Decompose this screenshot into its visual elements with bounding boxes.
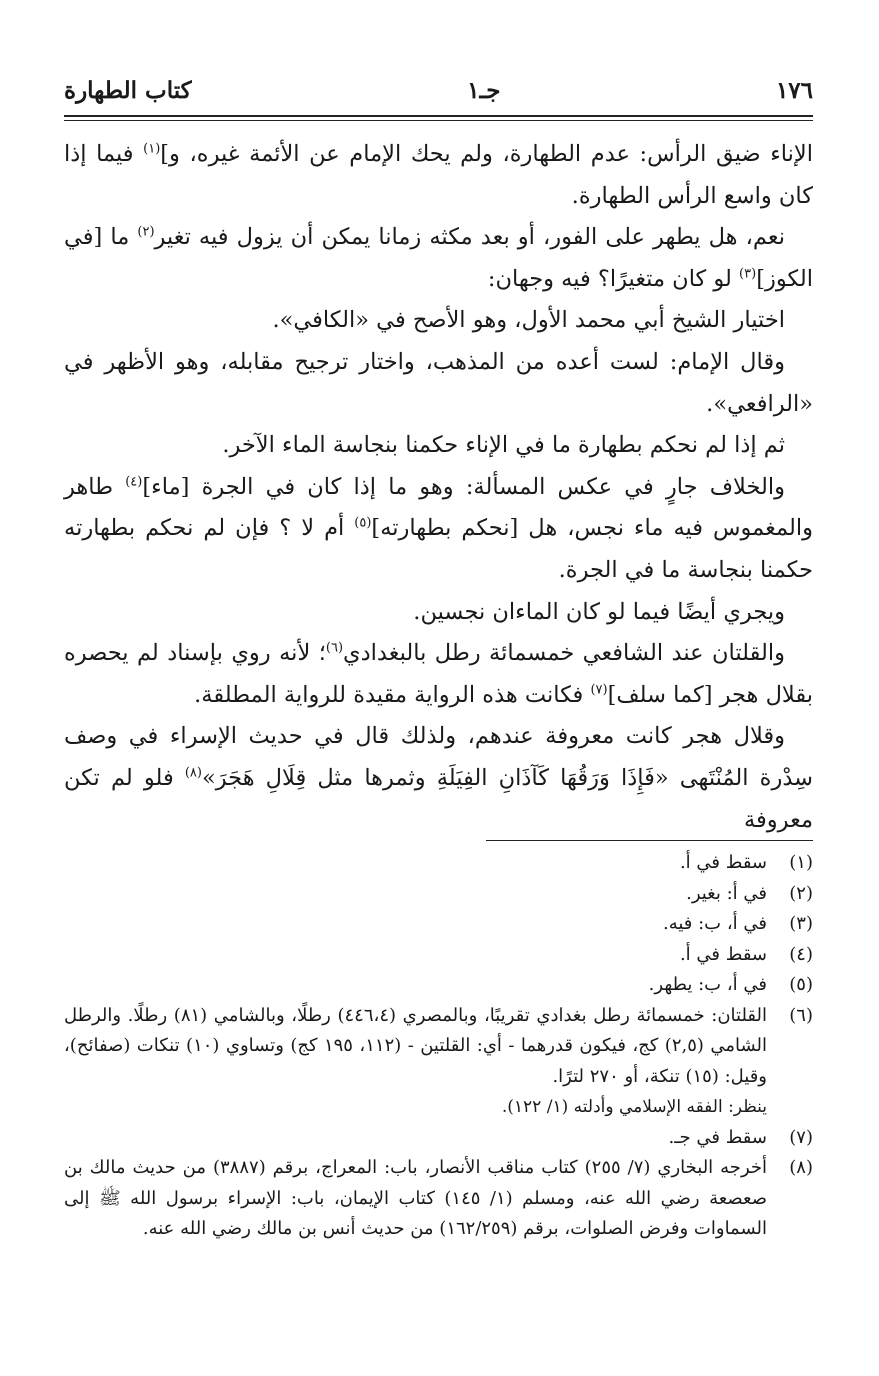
footnote-ref: (١) <box>143 141 161 157</box>
text-run: أم لا ؟ فإن لم نحكم بطهارته حكمنا بنجاسة ما في الجرة. <box>64 515 813 583</box>
volume-label: جـ١ <box>467 76 501 104</box>
text-run: وقلال هجر كانت معروفة عندهم، ولذلك قال في حديث الإسراء في وصف سِدْرة المُنْتَهى «فَإِذَا وَرَقُهَا كَآذَانِ الفِيَلَةِ وثمرها مثل قِلَالِ هَجَرَ» <box>64 723 813 791</box>
footnote-number: (٣) <box>789 913 813 934</box>
footnote-number: (٢) <box>789 882 813 904</box>
footnote-text: في أ، ب: يطهر. <box>648 974 767 995</box>
paragraph <box>64 342 813 425</box>
footnotes <box>64 848 813 1245</box>
footnote-ref: (٢) <box>137 224 155 240</box>
paragraph <box>64 300 813 342</box>
page-number: ١٧٦ <box>775 76 813 104</box>
footnote-text: القلتان: خمسمائة رطل بغدادي تقريبًا، وبالمصري (٤٤٦،٤) رطلًا، وبالشامي (٨١) رطلًا. والرطل الشامي (٢,٥) كج، فيكون قدرهما - أي: القلتين - (١١٢، ١٩٥ كج) وتساوي (١٠) تنكات (صفائح)، وقيل: (١٥) تنكة، أو ٢٧٠ لترًا. <box>64 1004 768 1087</box>
paragraph <box>64 716 813 841</box>
footnote-ref: (٥) <box>354 515 372 531</box>
footnote-item <box>64 848 813 879</box>
text-run: ما [في الكوز] <box>64 224 813 292</box>
footnote-text: سقط في جـ. <box>668 1126 767 1148</box>
footnote-item <box>64 1123 813 1154</box>
footnote-number <box>767 1092 813 1123</box>
footnote-ref: (٣) <box>739 266 757 282</box>
paragraph <box>64 467 813 592</box>
paragraph <box>64 217 813 300</box>
footnote-text: سقط في أ. <box>679 943 767 965</box>
main-text <box>64 134 813 841</box>
text-run: ؛ لأنه روي بإسناد لم يحصره بقلال هجر [كما سلف] <box>64 640 813 708</box>
footnote-text: أخرجه البخاري (٧/ ٢٥٥) كتاب مناقب الأنصار، باب: المعراج، برقم (٣٨٨٧) من حديث مالك بن صعصعة رضي الله عنه، ومسلم (١/ ١٤٥) كتاب الإيمان، باب: الإسراء برسول الله ﷺ إلى السماوات وفرض الصلوات، برقم (١٦٢/٢٥٩) من حديث أنس بن مالك رضي الله عنه. <box>64 1157 767 1239</box>
footnote-text: ينظر: الفقه الإسلامي وأدلته (١/ ١٢٢). <box>501 1097 767 1117</box>
header-rule-thick <box>64 115 813 117</box>
footnote-text: في أ، ب: فيه. <box>662 913 767 934</box>
footnote-number: (٨) <box>789 1157 813 1178</box>
footnote-number: (٧) <box>789 1126 813 1148</box>
footnote-item <box>64 970 813 1001</box>
footnote-ref: (٦) <box>325 640 344 656</box>
text-run: فيما إذا كان واسع الرأس الطهارة. <box>64 141 813 209</box>
text-run: ويجري أيضًا فيما لو كان الماءان نجسين. <box>413 598 785 625</box>
page-header <box>64 70 813 110</box>
text-run: اختيار الشيخ أبي محمد الأول، وهو الأصح في «الكافي». <box>272 307 785 334</box>
footnote-item <box>64 1092 813 1123</box>
footnote-item <box>64 1001 813 1093</box>
footnote-ref: (٤) <box>125 474 143 490</box>
footnote-item <box>64 940 813 971</box>
footnote-item <box>64 1153 813 1245</box>
text-run: والقلتان عند الشافعي خمسمائة رطل بالبغدادي <box>343 640 785 667</box>
footnote-ref: (٨) <box>184 765 202 781</box>
text-run: لو كان متغيرًا؟ فيه وجهان: <box>487 265 740 292</box>
text-run: الإناء ضيق الرأس: عدم الطهارة، ولم يحك الإمام عن الأئمة غيره، و] <box>160 141 813 167</box>
footnote-ref: (٧) <box>590 682 608 698</box>
text-run: ثم إذا لم نحكم بطهارة ما في الإناء حكمنا بنجاسة الماء الآخر. <box>222 432 785 459</box>
book-title: كتاب الطهارة <box>64 76 192 104</box>
text-run: وقال الإمام: لست أعده من المذهب، واختار ترجيح مقابله، وهو الأظهر في «الرافعي». <box>64 348 813 417</box>
footnote-item <box>64 909 813 940</box>
footnote-number: (٦) <box>789 1004 813 1026</box>
text-run: فكانت هذه الرواية مقيدة للرواية المطلقة. <box>194 681 591 708</box>
paragraph <box>64 633 813 716</box>
footnote-number: (٥) <box>789 974 813 995</box>
footnote-number: (٤) <box>789 943 813 965</box>
header-rule-thin <box>64 120 813 121</box>
footnote-text: سقط في أ. <box>679 852 767 873</box>
footnote-item <box>64 879 813 910</box>
footnote-separator <box>486 840 813 841</box>
footnote-text: في أ: بغير. <box>686 882 767 904</box>
text-run: نعم، هل يطهر على الفور، أو بعد مكثه زمانا يمكن أن يزول فيه تغير <box>154 224 785 251</box>
paragraph <box>64 425 813 467</box>
paragraph <box>64 592 813 634</box>
text-run: والخلاف جارٍ في عكس المسألة: وهو ما إذا كان في الجرة [ماء] <box>142 473 785 500</box>
paragraph <box>64 134 813 217</box>
footnote-number: (١) <box>789 852 813 873</box>
text-run: طاهر والمغموس فيه ماء نجس، هل [نحكم بطهارته] <box>64 473 813 542</box>
text-run: فلو لم تكن معروفة <box>64 764 813 833</box>
